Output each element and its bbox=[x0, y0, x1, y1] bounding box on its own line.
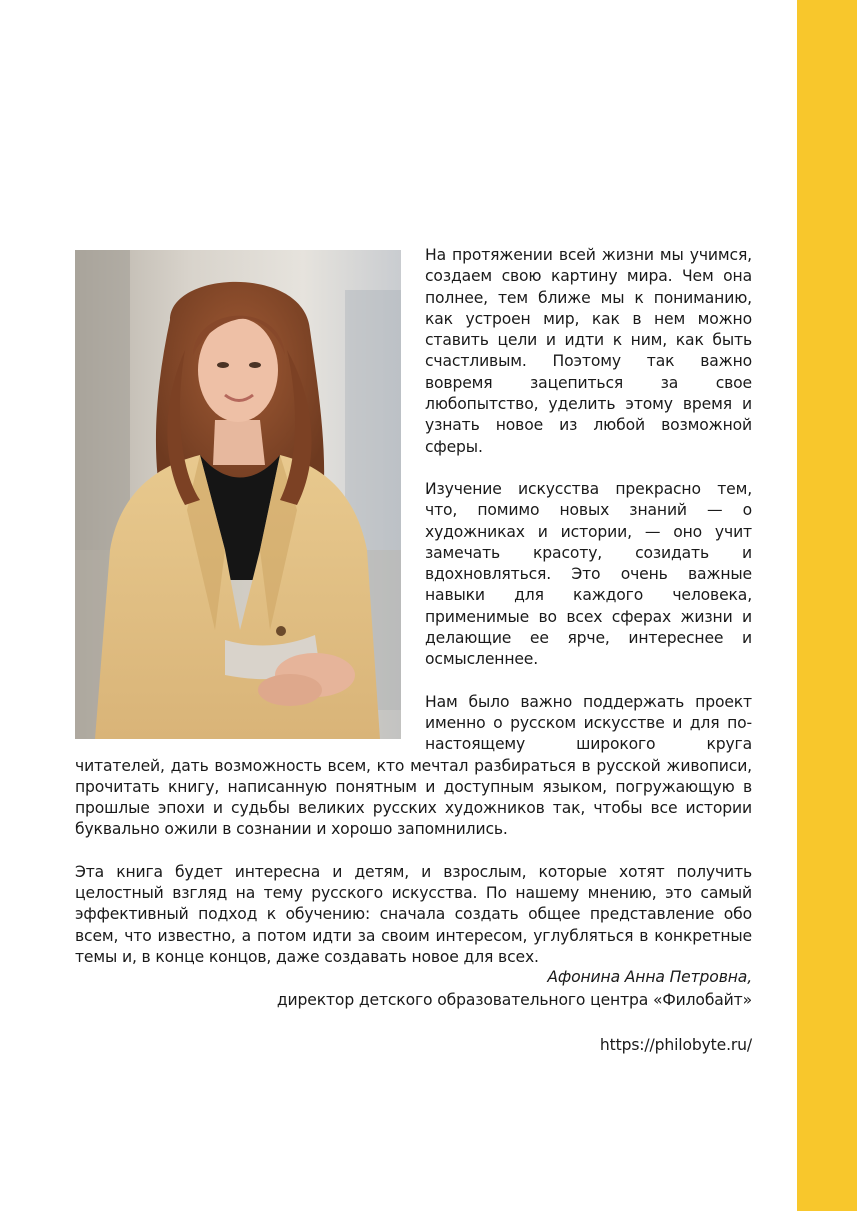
author-portrait-photo bbox=[75, 250, 401, 739]
portrait-photo-icon bbox=[75, 250, 401, 739]
paragraph-4: Эта книга будет интересна и детям, и взрослым, которые хотят получить целостный взгляд на тему русского искусства. По нашему мнению, это самый эффективный подход к обучению: сначала создать общее представление обо всем, что известно, а потом идти за своим интересом, углубляться в конкретные темы и, в конце концов, даже создавать новое для всех. bbox=[75, 862, 752, 966]
paragraph-1: На протяжении всей жизни мы учимся, создаем свою картину мира. Чем она полнее, тем ближе мы к пониманию, как устроен мир, как в нем можно ставить цели и идти к ним, как быть счастливым. Поэтому так важно вовремя зацепиться за свое любопытство, уделить этому время и узнать новое из любой возможной сферы. bbox=[425, 246, 752, 456]
yellow-side-band bbox=[797, 0, 857, 1211]
author-title: директор детского образовательного центра «Филобайт» bbox=[276, 991, 752, 1009]
signature-block bbox=[277, 966, 752, 1057]
website-link[interactable]: https://philobyte.ru/ bbox=[599, 1036, 752, 1054]
author-name: Афонина Анна Петровна, bbox=[547, 968, 752, 986]
main-text bbox=[75, 245, 752, 989]
paragraph-2: Изучение искусства прекрасно тем, что, помимо новых знаний — о художниках и истории, — оно учит замечать красоту, созидать и вдохновляться. Это очень важные навыки для каждого человека, применимые во всех сферах жизни и делающие ее ярче, интереснее и осмысленнее. bbox=[425, 479, 752, 669]
paragraph-3: Нам было важно поддержать проект именно о русском искусстве и для по-настоящему широкого круга читателей, дать возможность всем, кто мечтал разбираться в русской живописи, прочитать книгу, написанную понятным и доступным языком, погружающую в прошлые эпохи и судьбы великих русских художников так, чтобы все истории буквально ожили в сознании и хорошо запомнились. bbox=[75, 692, 752, 839]
